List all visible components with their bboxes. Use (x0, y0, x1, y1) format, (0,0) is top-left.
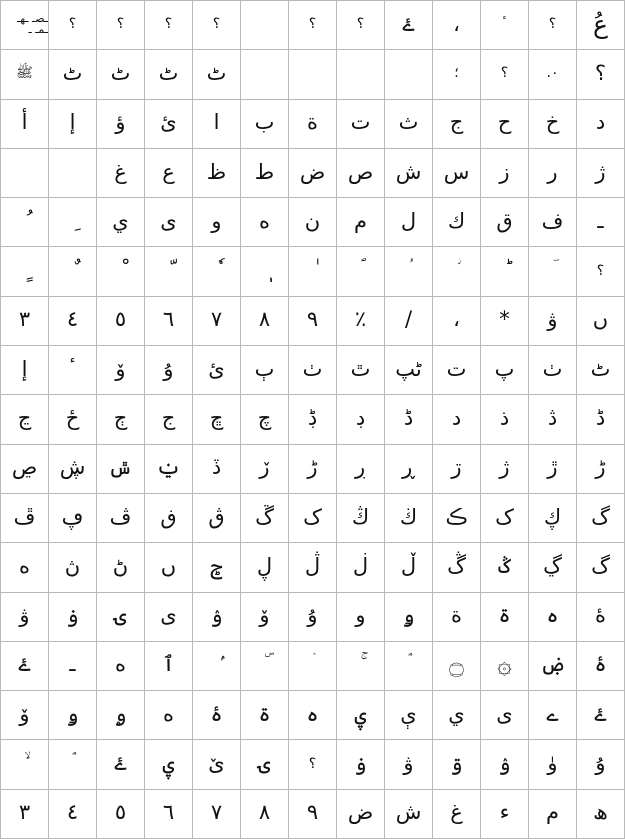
glyph-cell: ٤ (49, 297, 97, 346)
glyph-cell: ۝ (433, 642, 481, 691)
glyph-cell: ۇ (577, 740, 625, 789)
glyph-cell: ڇ (193, 395, 241, 444)
glyph-cell: ژ (481, 445, 529, 494)
glyph-cell: ۅ (49, 691, 97, 740)
glyph-cell: ۆ (1, 691, 49, 740)
glyph-cell: و (193, 198, 241, 247)
glyph-cell: ڤ (97, 494, 145, 543)
glyph-cell (529, 247, 577, 296)
glyph-cell: ؟ (529, 1, 577, 50)
glyph-cell: عُ (577, 1, 625, 50)
glyph-cell: ۉ (193, 593, 241, 642)
glyph-cell: ۂ (193, 691, 241, 740)
glyph-cell: ع (145, 149, 193, 198)
glyph-cell: ݜ (97, 445, 145, 494)
glyph-cell: * (481, 297, 529, 346)
glyph-cell: ه (241, 198, 289, 247)
glyph-cell: ۈ (529, 740, 577, 789)
glyph-cell: ۂ (577, 642, 625, 691)
glyph-cell: ٥ (97, 790, 145, 839)
glyph-cell: ڷ (289, 543, 337, 592)
glyph-cell (337, 50, 385, 99)
glyph-cell: ﷺ (1, 50, 49, 99)
glyph-cell: ہ (289, 691, 337, 740)
glyph-cell: ٺ (289, 346, 337, 395)
glyph-cell: ڊ (337, 395, 385, 444)
glyph-cell: ݣ (481, 543, 529, 592)
glyph-cell: ه (1, 543, 49, 592)
glyph-cell: ؟ (97, 1, 145, 50)
glyph-cell: ۞ (481, 642, 529, 691)
glyph-cell (49, 740, 97, 789)
glyph-cell: س (433, 149, 481, 198)
glyph-cell: ٨ (241, 790, 289, 839)
glyph-cell: ۆ (97, 346, 145, 395)
glyph-cell: ۃ (241, 691, 289, 740)
glyph-cell: م (529, 790, 577, 839)
glyph-cell: ڗ (433, 445, 481, 494)
glyph-cell: ف (529, 198, 577, 247)
glyph-cell: ر (529, 149, 577, 198)
glyph-cell: ٴ (481, 1, 529, 50)
glyph-cell: ص (337, 149, 385, 198)
glyph-cell: ٠. (529, 50, 577, 99)
glyph-cell: ھ (577, 790, 625, 839)
glyph-cell: ؛ (433, 50, 481, 99)
glyph-cell: ۋ (1, 593, 49, 642)
glyph-cell: ا (193, 100, 241, 149)
glyph-cell (289, 642, 337, 691)
glyph-cell: ڔ (337, 445, 385, 494)
glyph-cell: ض (289, 149, 337, 198)
glyph-cell (145, 247, 193, 296)
glyph-cell: گ (577, 543, 625, 592)
glyph-cell: ۻ (529, 642, 577, 691)
glyph-cell: و (337, 593, 385, 642)
glyph-cell: ڬ (385, 494, 433, 543)
glyph-cell: ڮ (529, 494, 577, 543)
glyph-cell: ں (145, 543, 193, 592)
glyph-cell: ٱ (145, 642, 193, 691)
glyph-cell: ڋ (289, 395, 337, 444)
glyph-cell: ۊ (433, 740, 481, 789)
glyph-cell: ٩ (289, 790, 337, 839)
glyph-cell (433, 247, 481, 296)
glyph-cell (241, 50, 289, 99)
glyph-cell: ە (145, 691, 193, 740)
glyph-cell (1, 149, 49, 198)
glyph-cell (49, 247, 97, 296)
glyph-cell: ۀ (577, 593, 625, 642)
glyph-cell: ۅ (385, 593, 433, 642)
glyph-cell: ٣ (1, 790, 49, 839)
glyph-cell (97, 247, 145, 296)
glyph-cell: ݔ (145, 445, 193, 494)
glyph-cell (385, 247, 433, 296)
glyph-cell: ۇ (145, 346, 193, 395)
glyph-cell: ٴ (49, 346, 97, 395)
glyph-cell (193, 247, 241, 296)
glyph-cell (1, 198, 49, 247)
glyph-cell: خ (529, 100, 577, 149)
glyph-cell: ٪ (337, 297, 385, 346)
glyph-cell: ێ (193, 740, 241, 789)
glyph-cell: ـصـ ـھـ ـمـ ـ (1, 1, 49, 50)
glyph-cell: ى (481, 691, 529, 740)
glyph-cell (241, 642, 289, 691)
glyph-cell: ل (385, 198, 433, 247)
glyph-cell: غ (433, 790, 481, 839)
glyph-cell: ڭ (337, 494, 385, 543)
glyph-cell: ٹپ (385, 346, 433, 395)
glyph-cell: ؟ (193, 1, 241, 50)
glyph-cell: ڑ (289, 445, 337, 494)
glyph-cell (193, 642, 241, 691)
glyph-cell: ك (433, 198, 481, 247)
glyph-cell: ش (385, 790, 433, 839)
glyph-cell: ؟ (289, 1, 337, 50)
glyph-cell: ؤ (97, 100, 145, 149)
glyph-cell: ہ (529, 593, 577, 642)
glyph-cell: ي (433, 691, 481, 740)
glyph-cell: ة (433, 593, 481, 642)
glyph-cell: ٥ (97, 297, 145, 346)
glyph-cell: ڝ (1, 445, 49, 494)
glyph-cell: د (577, 100, 625, 149)
glyph-cell: ۓ (1, 642, 49, 691)
glyph-cell: ٹ (49, 50, 97, 99)
glyph-cell (289, 247, 337, 296)
glyph-cell: ۓ (385, 1, 433, 50)
glyph-cell: ذ (481, 395, 529, 444)
glyph-cell: ۑ (337, 691, 385, 740)
glyph-cell: ق (481, 198, 529, 247)
glyph-cell: ح (481, 100, 529, 149)
glyph-cell: ، (433, 297, 481, 346)
glyph-cell: / (385, 297, 433, 346)
glyph-cell: چ (241, 395, 289, 444)
glyph-cell: أ (1, 100, 49, 149)
glyph-cell: ي (97, 198, 145, 247)
glyph-cell: ڽ (49, 543, 97, 592)
glyph-cell: ڒ (241, 445, 289, 494)
glyph-cell: ٨ (241, 297, 289, 346)
glyph-cell: ؟ (577, 50, 625, 99)
glyph-cell: ۄ (97, 691, 145, 740)
glyph-cell: ں (577, 297, 625, 346)
glyph-cell: ٻ (241, 346, 289, 395)
glyph-cell: إ (1, 346, 49, 395)
glyph-cell: ئ (193, 346, 241, 395)
glyph-cell: ڵ (385, 543, 433, 592)
glyph-cell: ے (529, 691, 577, 740)
glyph-cell (385, 642, 433, 691)
glyph-cell: ؟ (145, 1, 193, 50)
glyph-cell: ٦ (145, 297, 193, 346)
glyph-cell (481, 247, 529, 296)
glyph-cell (49, 198, 97, 247)
glyph-cell (1, 247, 49, 296)
glyph-cell: ض (337, 790, 385, 839)
glyph-cell: ە (97, 642, 145, 691)
glyph-cell: ٩ (289, 297, 337, 346)
glyph-cell: ڃ (1, 395, 49, 444)
glyph-cell: ڨ (193, 494, 241, 543)
glyph-cell: ک (289, 494, 337, 543)
glyph-cell: ى (145, 198, 193, 247)
glyph-cell: غ (97, 149, 145, 198)
glyph-cell: ٤ (49, 790, 97, 839)
glyph-cell: ڄ (97, 395, 145, 444)
glyph-cell: إ (49, 100, 97, 149)
glyph-cell (289, 50, 337, 99)
glyph-cell: ی (145, 593, 193, 642)
glyph-cell: ب (241, 100, 289, 149)
glyph-cell: ۋ (529, 297, 577, 346)
glyph-cell: م (337, 198, 385, 247)
glyph-cell: ځ (49, 395, 97, 444)
glyph-cell: ت (433, 346, 481, 395)
glyph-cell: ڕ (385, 445, 433, 494)
glyph-cell: ۏ (49, 593, 97, 642)
glyph-cell: ڲ (529, 543, 577, 592)
glyph-cell: ڧ (145, 494, 193, 543)
glyph-cell: ۋ (385, 740, 433, 789)
glyph-cell: ݮ (193, 543, 241, 592)
glyph-cell: ج (433, 100, 481, 149)
glyph-cell: ڑ (577, 445, 625, 494)
glyph-cell: ڙ (529, 445, 577, 494)
glyph-cell: ۓ (577, 691, 625, 740)
glyph-cell: ٹ (193, 50, 241, 99)
glyph-cell: ٹ (577, 346, 625, 395)
glyph-cell: د (433, 395, 481, 444)
glyph-cell: ـ (577, 198, 625, 247)
glyph-cell: ؟ (481, 50, 529, 99)
glyph-cell: ظ (193, 149, 241, 198)
glyph-cell (337, 642, 385, 691)
glyph-cell: ط (241, 149, 289, 198)
glyph-cell: ز (481, 149, 529, 198)
glyph-cell: ٧ (193, 297, 241, 346)
glyph-cell: ۇ (289, 593, 337, 642)
glyph-cell: ، (433, 1, 481, 50)
glyph-cell: ج (145, 395, 193, 444)
glyph-cell: ڈ (577, 395, 625, 444)
glyph-cell: ة (289, 100, 337, 149)
glyph-cell: ڈ (385, 395, 433, 444)
glyph-cell: ٣ (1, 297, 49, 346)
glyph-cell: ڱ (241, 494, 289, 543)
glyph-cell: ـ (49, 642, 97, 691)
glyph-cell: ۍ (241, 740, 289, 789)
glyph-cell: ث (385, 100, 433, 149)
glyph-cell (49, 149, 97, 198)
glyph-cell: ش (385, 149, 433, 198)
glyph-cell: ئ (145, 100, 193, 149)
glyph-cell: ٿ (337, 346, 385, 395)
glyph-cell (337, 247, 385, 296)
glyph-cell: ڻ (97, 543, 145, 592)
glyph-cell: ن (289, 198, 337, 247)
glyph-cell: ڪ (433, 494, 481, 543)
glyph-cell: گ (577, 494, 625, 543)
glyph-cell: ڥ (49, 494, 97, 543)
glyph-cell: ۉ (481, 740, 529, 789)
glyph-cell: ۆ (241, 593, 289, 642)
glyph-cell: ۑ (145, 740, 193, 789)
glyph-cell: ۏ (337, 740, 385, 789)
glyph-cell: ڦ (1, 494, 49, 543)
glyph-cell: ک (481, 494, 529, 543)
glyph-cell (241, 1, 289, 50)
glyph-cell: ې (385, 691, 433, 740)
glyph-cell: ٧ (193, 790, 241, 839)
glyph-cell (1, 740, 49, 789)
glyph-cell: ژ (577, 149, 625, 198)
glyph-cell: ڏ (193, 445, 241, 494)
glyph-cell: ۓ (97, 740, 145, 789)
glyph-cell: ؟ (337, 1, 385, 50)
glyph-cell: ڎ (529, 395, 577, 444)
glyph-cell: ؟ (577, 247, 625, 296)
glyph-cell: ۃ (481, 593, 529, 642)
glyph-cell: ۍ (97, 593, 145, 642)
glyph-cell: ڴ (433, 543, 481, 592)
glyph-cell: ڜ (49, 445, 97, 494)
glyph-cell: ت (337, 100, 385, 149)
glyph-cell: ؟ (49, 1, 97, 50)
glyph-cell: ؟ (289, 740, 337, 789)
glyph-cell: ء (481, 790, 529, 839)
glyph-cell: ڶ (337, 543, 385, 592)
glyph-cell (385, 50, 433, 99)
glyph-cell: ٺ (529, 346, 577, 395)
glyph-cell: ٹ (145, 50, 193, 99)
glyph-cell: ٦ (145, 790, 193, 839)
glyph-cell: ٹ (97, 50, 145, 99)
glyph-cell: پ (481, 346, 529, 395)
glyph-cell: ڸ (241, 543, 289, 592)
glyph-cell (241, 247, 289, 296)
